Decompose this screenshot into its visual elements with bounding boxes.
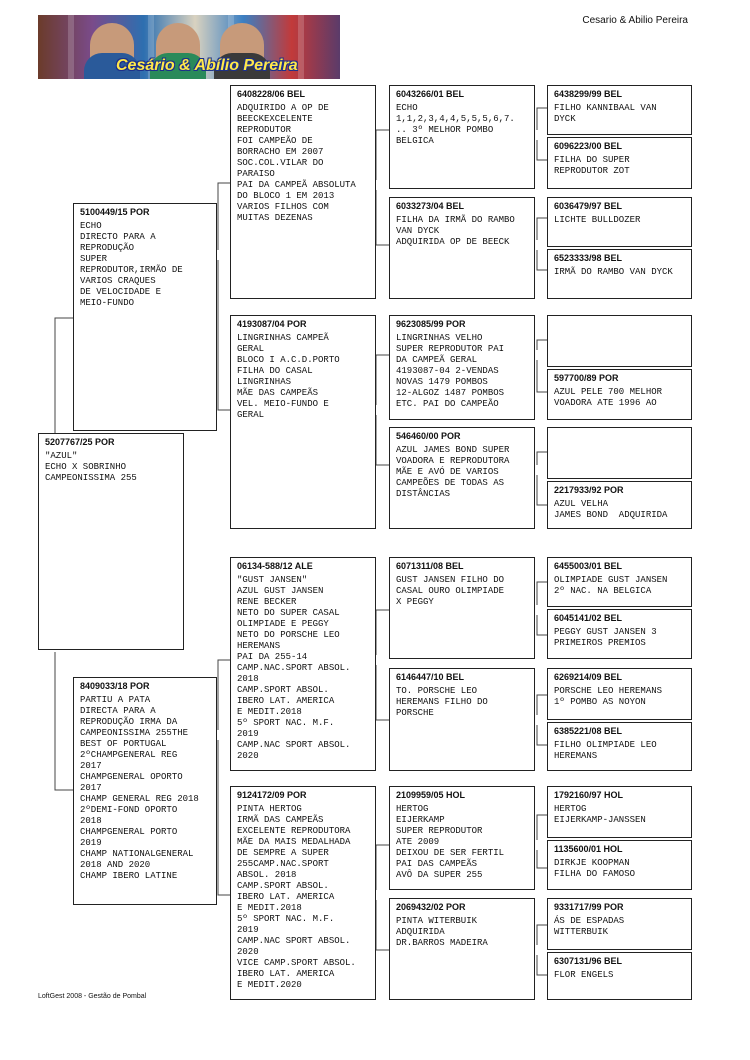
pedigree-gen5-box (547, 722, 692, 771)
ring-number: 9331717/99 POR (554, 902, 624, 912)
ring-number: 6043266/01 BEL (396, 89, 465, 99)
ring-number: 546460/00 POR (396, 431, 461, 441)
ring-number: 2109959/05 HOL (396, 790, 466, 800)
ring-number: 6071311/08 BEL (396, 561, 464, 571)
pedigree-gen5-box (547, 557, 692, 607)
bird-description: GUST JANSEN FILHO DO CASAL OURO OLIMPIADE X PEGGY (396, 575, 505, 607)
bird-description: FLOR ENGELS (554, 970, 614, 980)
ring-number: 6438299/99 BEL (554, 89, 623, 99)
pedigree-gen4-box (389, 85, 535, 189)
ring-number: 6096223/00 BEL (554, 141, 623, 151)
bird-description: FILHA DO SUPER REPRODUTOR ZOT (554, 155, 630, 176)
ring-number: 5207767/25 POR (45, 437, 115, 447)
bird-description: "AZUL" ECHO X SOBRINHO CAMPEONISSIMA 255 (45, 451, 137, 483)
pedigree-gen4-box (389, 197, 535, 299)
pedigree-subject (38, 433, 184, 650)
pedigree-sire (73, 203, 217, 431)
owner-name: Cesario & Abilio Pereira (582, 15, 688, 26)
ring-number: 6307131/96 BEL (554, 956, 623, 966)
ring-number: 1135600/01 HOL (554, 844, 623, 854)
bird-description: ECHO DIRECTO PARA A REPRODUÇÃO SUPER REPRODUTOR,IRMÃO DE VARIOS CRAQUES DE VELOCIDADE E MEIO-FUNDO (80, 221, 183, 308)
bird-description: HERTOG EIJERKAMP SUPER REPRODUTOR ATE 2009 DEIXOU DE SER FERTIL PAI DAS CAMPEÃS AVÔ DA SUPER 255 (396, 804, 505, 880)
bird-description: ECHO 1,1,2,3,4,4,5,5,5,6,7. .. 3º MELHOR POMBO BELGICA (396, 103, 515, 146)
bird-description: PINTA HERTOG IRMÃ DAS CAMPEÃS EXCELENTE REPRODUTORA MÃE DA MAIS MEDALHADA DE SEMPRE A SUPER 255CAMP.NAC.SPORT ABSOL. 2018 CAMP.SPORT ABSOL. IBERO LAT. AMERICA E MEDIT.2018 5º SPORT NAC. M.F. 2019 CAMP.NAC SPORT ABSOL. 2020 VICE CAMP.SPORT ABSOL. IBERO LAT. AMERICA E MEDIT.2020 (237, 804, 356, 990)
pedigree-gen4-box (389, 786, 535, 890)
pedigree-gen3-box (230, 557, 376, 771)
ring-number: 597700/89 POR (554, 373, 619, 383)
bird-description: DIRKJE KOOPMAN FILHA DO FAMOSO (554, 858, 636, 879)
ring-number: 06134-588/12 ALE (237, 561, 313, 571)
ring-number: 6269214/09 BEL (554, 672, 623, 682)
bird-description: LICHTE BULLDOZER (554, 215, 641, 225)
ring-number: 6033273/04 BEL (396, 201, 465, 211)
bird-description: TO. PORSCHE LEO HEREMANS FILHO DO PORSCHE (396, 686, 488, 718)
pedigree-gen4-box (389, 898, 535, 1000)
bird-description: FILHA DA IRMÃ DO RAMBO VAN DYCK ADQUIRIDA OP DE BEECK (396, 215, 515, 247)
pedigree-gen4-box (389, 427, 535, 529)
ring-number: 2217933/92 POR (554, 485, 624, 495)
ring-number: 6408228/06 BEL (237, 89, 306, 99)
pedigree-gen5-box (547, 898, 692, 950)
ring-number: 4193087/04 POR (237, 319, 307, 329)
pedigree-gen5-box (547, 786, 692, 838)
pedigree-gen3-box (230, 786, 376, 1000)
pedigree-dam (73, 677, 217, 905)
ring-number: 5100449/15 POR (80, 207, 150, 217)
ring-number: 6146447/10 BEL (396, 672, 465, 682)
bird-description: FILHO OLIMPIADE LEO HEREMANS (554, 740, 657, 761)
bird-description: AZUL VELHA JAMES BOND ADQUIRIDA (554, 499, 668, 520)
ring-number: 8409033/18 POR (80, 681, 150, 691)
pedigree-gen5-box (547, 315, 692, 367)
ring-number: 1792160/97 HOL (554, 790, 624, 800)
bird-description: OLIMPIADE GUST JANSEN 2º NAC. NA BELGICA (554, 575, 668, 596)
pedigree-gen5-box (547, 952, 692, 1000)
ring-number: 6455003/01 BEL (554, 561, 623, 571)
bird-description: IRMÃ DO RAMBO VAN DYCK (554, 267, 673, 277)
pedigree-gen4-box (389, 315, 535, 420)
banner-title: Cesário & Abílio Pereira (116, 57, 298, 74)
pedigree-gen3-box (230, 85, 376, 299)
ring-number: 2069432/02 POR (396, 902, 466, 912)
bird-description: AZUL JAMES BOND SUPER VOADORA E REPRODUTORA MÃE E AVÓ DE VARIOS CAMPEÕES DE TODAS AS DISTÂNCIAS (396, 445, 510, 499)
ring-number: 6036479/97 BEL (554, 201, 623, 211)
bird-description: PORSCHE LEO HEREMANS 1º POMBO AS NOYON (554, 686, 663, 707)
footer-credit: LoftGest 2008 - Gestão de Pombal (38, 993, 147, 1000)
bird-description: ÁS DE ESPADAS WITTERBUIK (554, 916, 625, 937)
bird-description: ADQUIRIDO A OP DE BEECKEXCELENTE REPRODUTOR FOI CAMPEÃO DE BORRACHO EM 2007 SOC.COL.VILAR DO PARAISO PAI DA CAMPEÃ ABSOLUTA DO BLOCO 1 EM 2013 VARIOS FILHOS COM MUITAS DEZENAS (237, 103, 356, 223)
bird-description: PINTA WITERBUIK ADQUIRIDA DR.BARROS MADEIRA (396, 916, 488, 948)
bird-description: HERTOG EIJERKAMP-JANSSEN (554, 804, 646, 825)
pedigree-gen5-box (547, 427, 692, 479)
pedigree-gen5-box (547, 369, 692, 420)
bird-description: PARTIU A PATA DIRECTA PARA A REPRODUÇÃO IRMA DA CAMPEONISSIMA 255THE BEST OF PORTUGAL 2ºCHAMPGENERAL REG 2017 CHAMPGENERAL OPORTO 2017 CHAMP GENERAL REG 2018 2ºDEMI-FOND OPORTO 2018 CHAMPGENERAL PORTO 2019 CHAMP NATIONALGENERAL 2018 AND 2020 CHAMP IBERO LATINE (80, 695, 199, 881)
pedigree-gen5-box (547, 609, 692, 659)
ring-number: 9623085/99 POR (396, 319, 466, 329)
pedigree-gen5-box (547, 85, 692, 135)
ring-number: 6045141/02 BEL (554, 613, 623, 623)
pedigree-gen5-box (547, 137, 692, 189)
pedigree-gen4-box (389, 557, 535, 659)
bird-description: PEGGY GUST JANSEN 3 PRIMEIROS PREMIOS (554, 627, 657, 648)
ring-number: 9124172/09 POR (237, 790, 307, 800)
ring-number: 6523333/98 BEL (554, 253, 623, 263)
pedigree-gen5-box (547, 840, 692, 890)
pedigree-gen3-box (230, 315, 376, 529)
bird-description: LINGRINHAS CAMPEÃ GERAL BLOCO I A.C.D.PORTO FILHA DO CASAL LINGRINHAS MÃE DAS CAMPEÃS VEL. MEIO-FUNDO E GERAL (237, 333, 340, 420)
bird-description: FILHO KANNIBAAL VAN DYCK (554, 103, 657, 124)
pedigree-gen5-box (547, 197, 692, 247)
pedigree-gen4-box (389, 668, 535, 771)
pedigree-gen5-box (547, 249, 692, 299)
bird-description: LINGRINHAS VELHO SUPER REPRODUTOR PAI DA CAMPEÃ GERAL 4193087-04 2-VENDAS NOVAS 1479 POMBOS 12-ALGOZ 1487 POMBOS ETC. PAI DO CAMPEÃO (396, 333, 505, 409)
ring-number: 6385221/08 BEL (554, 726, 623, 736)
bird-description: "GUST JANSEN" AZUL GUST JANSEN RENE BECKER NETO DO SUPER CASAL OLIMPIADE E PEGGY NETO DO PORSCHE LEO HEREMANS PAI DA 255-14 CAMP.NAC.SPORT ABSOL. 2018 CAMP.SPORT ABSOL. IBERO LAT. AMERICA E MEDIT.2018 5º SPORT NAC. M.F. 2019 CAMP.NAC SPORT ABSOL. 2020 (237, 575, 351, 761)
pedigree-gen5-box (547, 668, 692, 720)
pedigree-gen5-box (547, 481, 692, 529)
bird-description: AZUL PELE 700 MELHOR VOADORA ATE 1996 AO (554, 387, 663, 408)
